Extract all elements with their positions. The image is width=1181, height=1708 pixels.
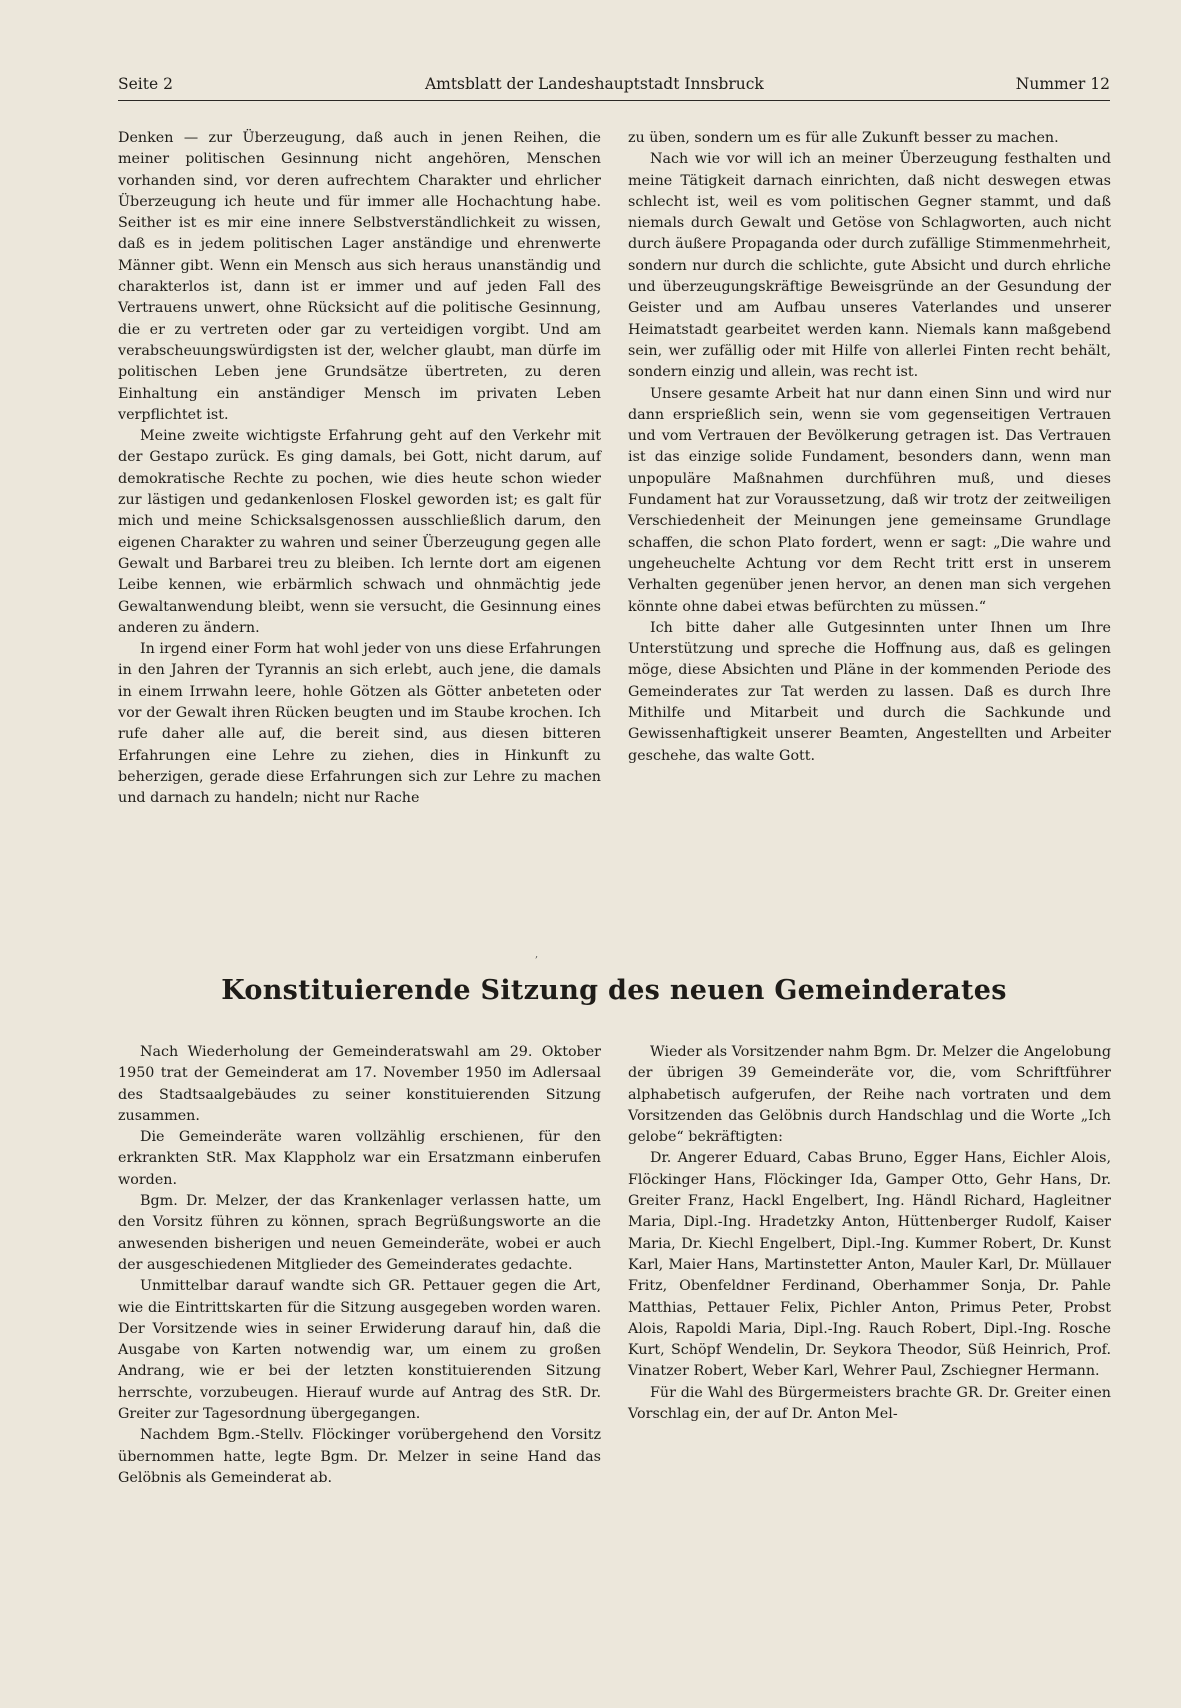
paragraph: zu üben, sondern um es für alle Zukunft besser zu machen. xyxy=(628,130,1059,146)
article-headline: Konstituierende Sitzung des neuen Gemeinderates xyxy=(221,975,1007,1006)
page-header xyxy=(118,68,1110,101)
publication-title: Amtsblatt der Landeshauptstadt Innsbruck xyxy=(424,75,764,93)
paragraph: Dr. Angerer Eduard, Cabas Bruno, Egger Hans, Eichler Alois, Flöckinger Hans, Flöckinger Ida, Gamper Otto, Gehr Hans, Dr. Greiter Franz, Hackl Engelbert, Ing. Händl Richard, Hagleitner Maria, Dipl.-Ing. Hradetzky Anton, Hüttenberger Rudolf, Kaiser Maria, Dr. Kiechl Engelbert, Dipl.-Ing. Kummer Robert, Dr. Kunst Karl, Maier Hans, Martinstetter Anton, Mauler Karl, Dr. Müllauer Fritz, Obenfeldner Ferdinand, Oberhammer Sonja, Dr. Pahle Matthias, Pettauer Felix, Pichler Anton, Primus Peter, Probst Alois, Rapoldi Maria, Dipl.-Ing. Rauch Robert, Dipl.-Ing. Rosche Kurt, Schöpf Wendelin, Dr. Seykora Theodor, Süß Heinrich, Prof. Vinatzer Robert, Weber Karl, Wehrer Paul, Zschiegner Hermann. xyxy=(628,1150,1111,1380)
paragraph: Ich bitte daher alle Gutgesinnten unter Ihnen um Ihre Unterstützung und spreche die Hoffnung aus, daß es gelingen möge, diese Absichten und Pläne in der kommenden Periode des Gemeinderates zur Tat werden zu lassen. Daß es durch Ihre Mithilfe und Mitarbeit und durch die Sachkunde und Gewissenhaftigkeit unserer Beamten, Angestellten und Arbeiter geschehe, das walte Gott. xyxy=(628,619,1111,764)
paragraph: Denken — zur Überzeugung, daß auch in jenen Reihen, die meiner politischen Gesinnung nicht angehören, Menschen vorhanden sind, vor deren aufrechtem Charakter und ehrlicher Überzeugung ich heute und für immer alle Hochachtung habe. Seither ist es mir eine innere Selbstverständlichkeit zu wissen, daß es in jedem politischen Lager anständige und ehrenwerte Männer gibt. Wenn ein Mensch aus sich heraus unanständig und charakterlos ist, dann ist er immer und auf jeden Fall des Vertrauens unwert, ohne Rücksicht auf die politische Gesinnung, die er zu vertreten oder gar zu verteidigen vorgibt. Und am verabscheuungswürdigsten ist der, welcher glaubt, man dürfe im politischen Leben jene Grundsätze übertreten, zu deren Einhaltung ein anständiger Mensch im privaten Leben verpflichtet ist. xyxy=(118,130,601,423)
paragraph: In irgend einer Form hat wohl jeder von uns diese Erfahrungen in den Jahren der Tyrannis an sich erlebt, auch jene, die damals in einem Irrwahn leere, hohle Götzen als Götter anbeteten oder vor der Gewalt ihren Rücken beugten und im Staube krochen. Ich rufe daher alle auf, die bereit sind, aus diesen bitteren Erfahrungen eine Lehre zu ziehen, dies in Hinkunft zu beherzigen, gerade diese Erfahrungen sich zur Lehre zu machen und darnach zu handeln; nicht nur Rache xyxy=(118,641,601,807)
paragraph: Unsere gesamte Arbeit hat nur dann einen Sinn und wird nur dann ersprießlich sein, wenn sie vom gegenseitigen Vertrauen und vom Vertrauen der Bevölkerung getragen ist. Das Vertrauen ist das einzige solide Fundament, besonders dann, wenn man unpopuläre Maßnahmen durchführen muß, und dieses Fundament hat zur Voraussetzung, daß wir trotz der zeitweiligen Verschiedenheit der Meinungen jene gemeinsame Grundlage schaffen, die schon Plato fordert, wenn er sagt: „Die wahre und ungeheuchelte Achtung vor dem Recht tritt erst in unserem Verhalten gegenüber jenen hervor, an denen man sich vergehen könnte ohne dabei etwas befürchten zu müssen.“ xyxy=(628,385,1111,615)
issue-number: Nummer 12 xyxy=(1015,75,1110,93)
lower-left-column xyxy=(118,1042,601,1489)
page-number: Seite 2 xyxy=(118,75,173,93)
paragraph: Wieder als Vorsitzender nahm Bgm. Dr. Melzer die Angelobung der übrigen 39 Gemeinderäte vor, die, vom Schriftführer alphabetisch aufgerufen, der Reihe nach vortraten und dem Vorsitzenden das Gelöbnis durch Handschlag und die Worte „Ich gelobe“ bekräftigten: xyxy=(628,1044,1111,1146)
paragraph: Die Gemeinderäte waren vollzählig erschienen, für den erkrankten StR. Max Klappholz war ein Ersatzmann einberufen worden. xyxy=(118,1129,601,1188)
paragraph: Für die Wahl des Bürgermeisters brachte GR. Dr. Greiter einen Vorschlag ein, der auf Dr. Anton Mel- xyxy=(628,1384,1111,1423)
paragraph: Bgm. Dr. Melzer, der das Krankenlager verlassen hatte, um den Vorsitz führen zu können, sprach Begrüßungsworte an die anwesenden bisherigen und neuen Gemeinderäte, wobei er auch der ausgeschiedenen Mitglieder des Gemeinderates gedachte. xyxy=(118,1193,601,1273)
paragraph: Nach wie vor will ich an meiner Überzeugung festhalten und meine Tätigkeit darnach einrichten, daß nicht deswegen etwas schlecht ist, weil es vom politischen Gegner stammt, und daß niemals durch Gewalt und Getöse von Schlagworten, auch nicht durch äußere Propaganda oder durch zufällige Stimmenmehrheit, sondern nur durch die schlichte, gute Absicht und durch ehrliche und überzeugungskräftige Beweisgründe an der Gesundung der Geister und am Aufbau unseres Vaterlandes und unserer Heimatstadt gearbeitet werden kann. Niemals kann maßgebend sein, wer zufällig oder mit Hilfe von allerlei Finten recht behält, sondern einzig und allein, was recht ist. xyxy=(628,151,1111,381)
paragraph: Meine zweite wichtigste Erfahrung geht auf den Verkehr mit der Gestapo zurück. Es ging damals, bei Gott, nicht darum, auf demokratische Rechte zu pochen, wie dies heute schon wieder zur lästigen und gedankenlosen Floskel geworden ist; es galt für mich und meine Schicksalsgenossen ausschließlich darum, den eigenen Charakter zu wahren und seiner Überzeugung gegen alle Gewalt und Barbarei treu zu bleiben. Ich lernte dort am eigenen Leibe kennen, wie erbärmlich schwach und ohnmächtig jede Gewaltanwendung bleibt, wenn sie versucht, die Gesinnung eines anderen zu ändern. xyxy=(118,428,601,636)
paragraph: Unmittelbar darauf wandte sich GR. Pettauer gegen die Art, wie die Eintrittskarten für die Sitzung ausgegeben worden waren. Der Vorsitzende wies in seiner Erwiderung darauf hin, daß die Ausgabe von Karten notwendig war, um einem zu großen Andrang, wie er bei der letzten konstituierenden Sitzung herrschte, vorzubeugen. Hierauf wurde auf Antrag des StR. Dr. Greiter zur Tagesordnung übergegangen. xyxy=(118,1278,601,1423)
paragraph: Nach Wiederholung der Gemeinderatswahl am 29. Oktober 1950 trat der Gemeinderat am 17. November 1950 im Adlersaal des Stadtsaalgebäudes zu seiner konstituierenden Sitzung zusammen. xyxy=(118,1044,601,1124)
upper-right-column xyxy=(628,128,1111,767)
upper-left-column xyxy=(118,128,601,810)
lower-right-column xyxy=(628,1042,1111,1425)
paragraph: Nachdem Bgm.-Stellv. Flöckinger vorübergehend den Vorsitz übernommen hatte, legte Bgm. Dr. Melzer in seine Hand das Gelöbnis als Gemeinderat ab. xyxy=(118,1427,601,1486)
print-mark: , xyxy=(535,949,539,960)
